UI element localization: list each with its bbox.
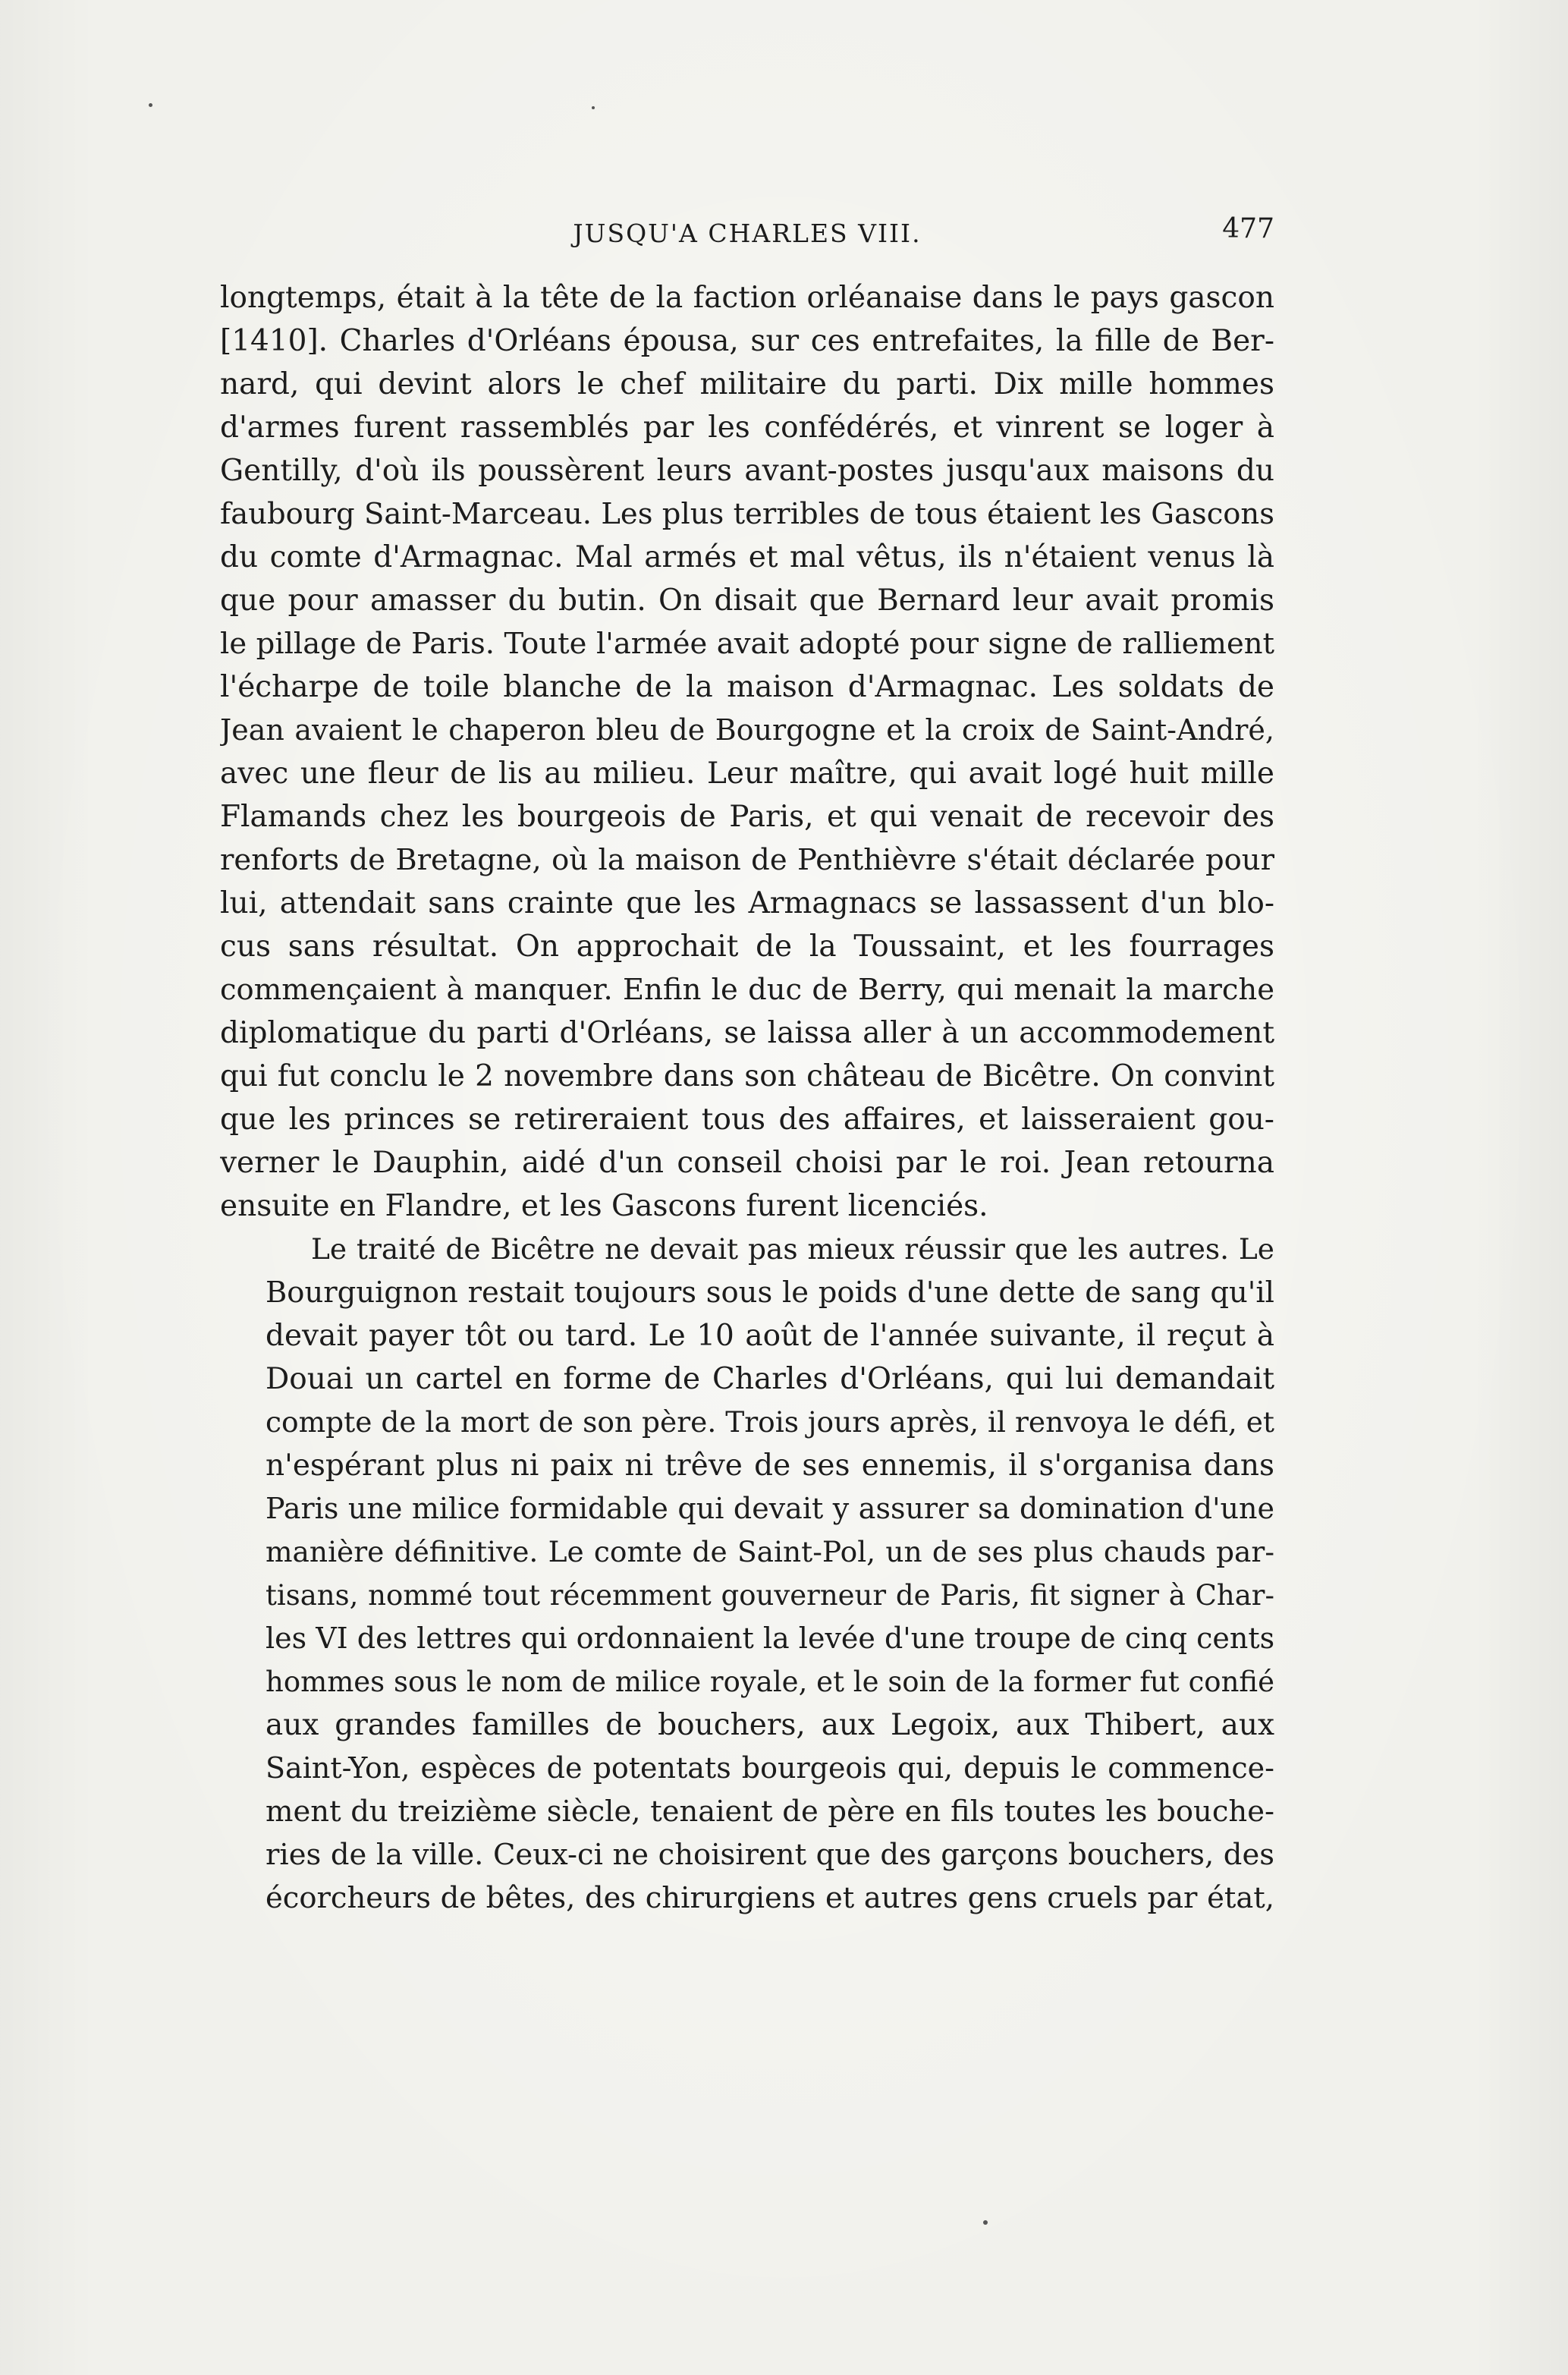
- text-line: n'espérant plus ni paix ni trêve de ses ennemis, il s'organisa dans: [266, 1449, 1274, 1483]
- text-line: hommes sous le nom de milice royale, et le soin de la former fut confié: [266, 1666, 1274, 1698]
- text-line: verner le Dauphin, aidé d'un conseil choisi par le roi. Jean retourna: [220, 1146, 1274, 1180]
- text-line: les VI des lettres qui ordonnaient la levée d'une troupe de cinq cents: [266, 1622, 1274, 1655]
- text-line: Paris une milice formidable qui devait y assurer sa domination d'une: [266, 1492, 1274, 1525]
- page-header: [220, 215, 1274, 253]
- text-line: renforts de Bretagne, où la maison de Penthièvre s'était déclarée pour: [220, 843, 1274, 877]
- text-line: Saint-Yon, espèces de potentats bourgeois qui, depuis le commence-: [266, 1751, 1274, 1785]
- text-line: faubourg Saint-Marceau. Les plus terribles de tous étaient les Gascons: [220, 497, 1274, 531]
- text-line: ries de la ville. Ceux-ci ne choisirent que des garçons bouchers, des: [266, 1838, 1274, 1872]
- text-line: le pillage de Paris. Toute l'armée avait adopté pour signe de ralliement: [220, 627, 1274, 661]
- text-line: Flamands chez les bourgeois de Paris, et qui venait de recevoir des: [220, 800, 1274, 834]
- running-head: JUSQU'A CHARLES VIII.: [573, 219, 922, 248]
- text-line: lui, attendait sans crainte que les Armagnacs se lassassent d'un blo-: [220, 886, 1274, 920]
- text-line: compte de la mort de son père. Trois jours après, il renvoya le défi, et: [266, 1405, 1274, 1439]
- text-line: commençaient à manquer. Enfin le duc de Berry, qui menait la marche: [220, 973, 1274, 1007]
- text-line: d'armes furent rassemblés par les confédérés, et vinrent se loger à: [220, 411, 1274, 445]
- page-number: 477: [1222, 213, 1274, 244]
- text-line: l'écharpe de toile blanche de la maison d'Armagnac. Les soldats de: [220, 670, 1274, 704]
- text-line: Jean avaient le chaperon bleu de Bourgogne et la croix de Saint-André,: [220, 713, 1274, 747]
- text-line: tisans, nommé tout récemment gouverneur de Paris, fit signer à Char-: [266, 1579, 1274, 1612]
- text-line: Douai un cartel en forme de Charles d'Orléans, qui lui demandait: [266, 1362, 1274, 1396]
- text-line: [1410]. Charles d'Orléans épousa, sur ces entrefaites, la fille de Ber-: [220, 324, 1274, 358]
- text-line: Bourguignon restait toujours sous le poids d'une dette de sang qu'il: [266, 1276, 1274, 1310]
- ink-speck: [592, 106, 595, 109]
- paragraph: [220, 1228, 1274, 1920]
- text-line: du comte d'Armagnac. Mal armés et mal vêtus, ils n'étaient venus là: [220, 540, 1274, 574]
- text-line: que pour amasser du butin. On disait que Bernard leur avait promis: [220, 584, 1274, 618]
- text-line: que les princes se retireraient tous des affaires, et laisseraient gou-: [220, 1103, 1274, 1137]
- text-line: nard, qui devint alors le chef militaire du parti. Dix mille hommes: [220, 367, 1274, 401]
- ink-speck: [983, 2220, 988, 2225]
- text-line: ment du treizième siècle, tenaient de père en fils toutes les bouche-: [266, 1795, 1274, 1829]
- text-line: manière définitive. Le comte de Saint-Pol, un de ses plus chauds par-: [266, 1535, 1274, 1568]
- paragraph: [220, 276, 1274, 1228]
- text-line: diplomatique du parti d'Orléans, se laissa aller à un accommodement: [220, 1016, 1274, 1050]
- text-line: Le traité de Bicêtre ne devait pas mieux réussir que les autres. Le: [311, 1232, 1274, 1266]
- body-text: [220, 276, 1274, 1920]
- text-line: aux grandes familles de bouchers, aux Legoix, aux Thibert, aux: [266, 1708, 1274, 1742]
- text-line: devait payer tôt ou tard. Le 10 août de l'année suivante, il reçut à: [266, 1319, 1274, 1353]
- text-line: cus sans résultat. On approchait de la Toussaint, et les fourrages: [220, 930, 1274, 964]
- text-line: longtemps, était à la tête de la faction orléanaise dans le pays gascon: [220, 281, 1274, 315]
- text-line: qui fut conclu le 2 novembre dans son château de Bicêtre. On convint: [220, 1059, 1274, 1093]
- text-line: avec une fleur de lis au milieu. Leur maître, qui avait logé huit mille: [220, 757, 1274, 791]
- text-line: ensuite en Flandre, et les Gascons furent licenciés.: [220, 1189, 988, 1223]
- ink-speck: [149, 103, 152, 107]
- text-line: Gentilly, d'où ils poussèrent leurs avant-postes jusqu'aux maisons du: [220, 454, 1274, 488]
- text-line: écorcheurs de bêtes, des chirurgiens et autres gens cruels par état,: [266, 1881, 1274, 1915]
